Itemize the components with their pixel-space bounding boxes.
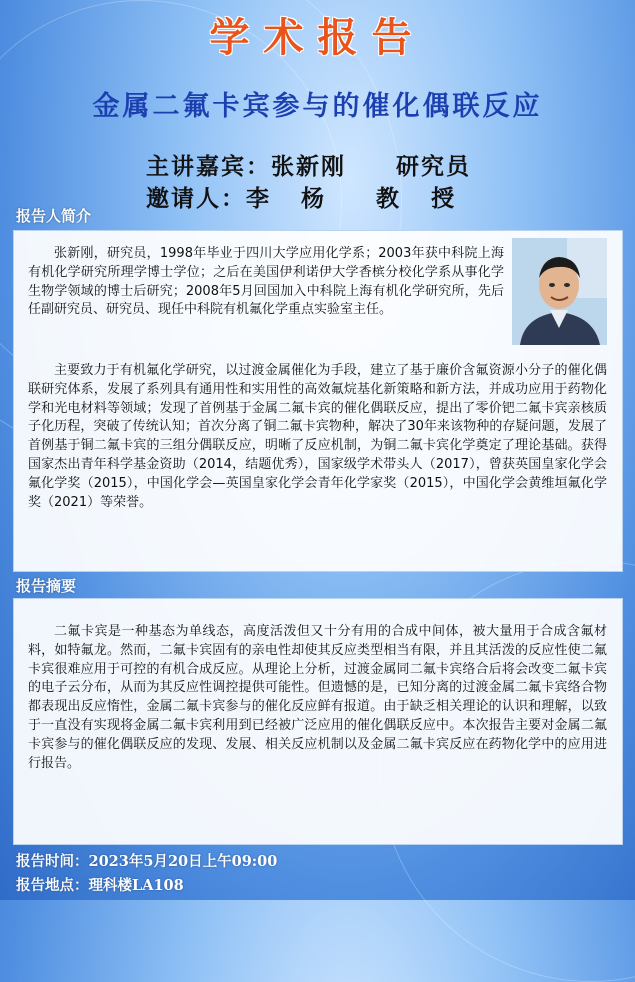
talk-time: 报告时间：2023年5月20日上午09:00 — [16, 853, 278, 870]
talk-location: 报告地点：理科楼LA108 — [16, 877, 184, 894]
bio-paragraph-1: 张新刚，研究员，1998年毕业于四川大学应用化学系；2003年获中科院上海有机化学研究所理学博士学位；之后在美国伊利诺伊大学香槟分校化学系从事化学生物学领域的博士后研究；2008年5月回国加入中科院上海有机化学研究所，先后任副研究员、研究员、现任中科院有机氟化学重点实验室主任。 — [28, 246, 504, 318]
portrait-image — [512, 238, 607, 345]
abstract-heading: 报告摘要 — [16, 577, 77, 595]
speaker-photo — [512, 238, 607, 345]
bio-heading: 报告人简介 — [16, 207, 92, 225]
bio-paragraph-2: 主要致力于有机氟化学研究，以过渡金属催化为手段，建立了基于廉价含氟资源小分子的催化偶联研究体系，发展了系列具有通用性和实用性的高效氟烷基化新策略和新方法，并成功应用于药物化学和光电材料等领域；发现了首例基于金属二氟卡宾的催化偶联反应，提出了零价钯二氟卡宾亲核质子化历程，突破了传统认知；首次分离了铜二氟卡宾物种，解决了30年来该物种的存疑问题，发展了首例基于铜二氟卡宾的三组分偶联反应，明晰了反应机制，为铜二氟卡宾化学奠定了理论基础。获得国家杰出青年科学基金资助（2014，结题优秀），国家级学术带头人（2017），曾获英国皇家化学会氟化学奖（2015），中国化学会—英国皇家化学会青年化学家奖（2015），中国化学会黄维垣氟化学奖（2021）等荣誉。 — [28, 363, 607, 510]
bio-panel — [13, 230, 623, 572]
abstract-panel — [13, 598, 623, 845]
talk-title: 金属二氟卡宾参与的催化偶联反应 — [92, 91, 543, 122]
inviter-line: 邀请人：李 杨 教 授 — [146, 185, 457, 212]
abstract-paragraph: 二氟卡宾是一种基态为单线态，高度活泼但又十分有用的合成中间体，被大量用于合成含氟材料，如特氟龙。然而，二氟卡宾固有的亲电性却使其反应类型相当有限，并且其活泼的反应性使二氟卡宾很难应用于可控的有机合成反应。从理论上分析，过渡金属同二氟卡宾络合后将会改变二氟卡宾的电子云分布，从而为其反应性调控提供可能性。但遗憾的是，已知分离的过渡金属二氟卡宾络合物都表现出反应惰性，金属二氟卡宾参与的催化反应鲜有报道。由于缺乏相关理论的认识和理解，以致于一直没有实现将金属二氟卡宾利用到已经被广泛应用的催化偶联反应中。本次报告主要对金属二氟卡宾参与的催化偶联反应的发现、发展、相关反应机制以及金属二氟卡宾反应在药物化学中的应用进行报告。 — [28, 624, 607, 771]
speaker-line: 主讲嘉宾：张新刚 研究员 — [146, 153, 472, 180]
poster-title: 学术报告 — [209, 14, 426, 61]
